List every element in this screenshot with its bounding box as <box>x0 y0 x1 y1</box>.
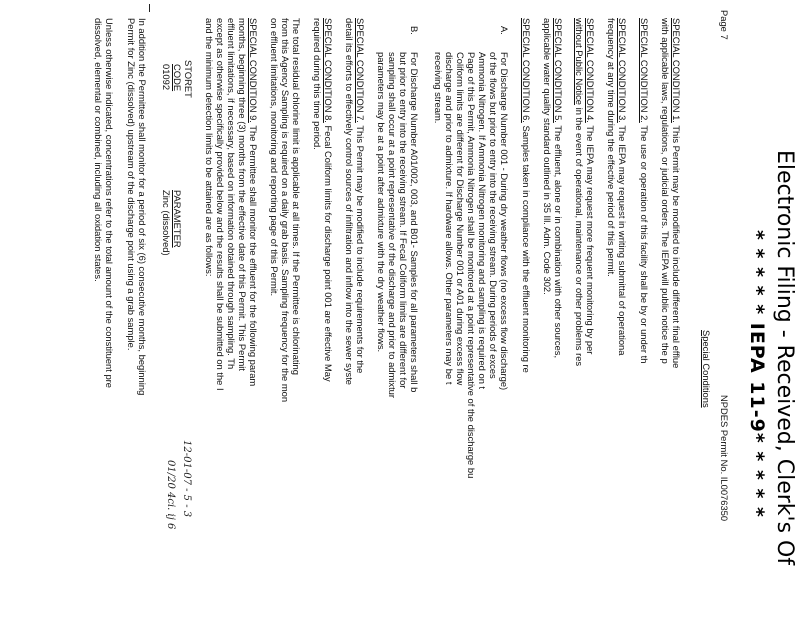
margin-mark <box>149 4 150 12</box>
condition-5-line1: The effluent, alone or in combination with other sources, <box>553 125 564 359</box>
condition-2-line1: The use or operation of this facility shall be by or under th <box>639 125 650 364</box>
condition-5-head: SPECIAL CONDITION 5. <box>553 18 564 123</box>
condition-7-head: SPECIAL CONDITION 7. <box>355 18 366 123</box>
condition-9-head: SPECIAL CONDITION 9. <box>248 18 259 123</box>
table-cell-code: 01092 <box>161 64 172 91</box>
cond6-a-line: receiving stream. <box>433 52 444 124</box>
table-cell-parameter: Zinc (dissolved) <box>161 190 172 256</box>
condition-4-line2-wrap <box>574 18 585 366</box>
filing-stamp-line1: Electronic Filing - Received, Clerk's Of <box>772 150 797 566</box>
condition-9-line: effluent limitations, if necessary, based on information obtained through sampling. Th <box>226 18 237 370</box>
condition-9-line: except as otherwise specifically provided below and the results shall be submitted on the I <box>215 18 226 391</box>
condition-6-line1: Samples taken in compliance with the effluent monitoring re <box>521 125 532 373</box>
footer-note-line: dissolved, elemental or combined, including all oxidation states. <box>93 18 104 282</box>
table-head-parameter: PARAMETER <box>172 190 183 248</box>
condition-1-line2: with applicable laws, regulations, or judicial orders. The IEPA will public notice the p <box>660 18 671 364</box>
handwritten-note: 01/20 4ci. ij 6 <box>165 460 176 530</box>
condition-4-line2: in the event of operational, maintenance or other problems res <box>574 105 585 367</box>
condition-8-line1: Fecal Coliform limits for discharge point 001 are effective May <box>323 125 334 382</box>
cond6-a-line: Coliform limits are different for Discharge Number 001 or A01 during excess flow <box>455 52 466 386</box>
filing-stamp-line2: * * * * * IEPA 11-9* * * * * <box>746 230 768 518</box>
condition-3-line1: The IEPA may request in writing submittal of operationa <box>617 125 628 356</box>
condition-7-line1: This Permit may be modified to include requirements for the <box>355 125 366 374</box>
condition-5-line2: applicable water quality standard outlined in 35 Ill. Adm. Code 302. <box>542 18 553 295</box>
handwritten-note: 12-01-07 - 5 - 3 <box>181 440 192 518</box>
permit-number: NPDES Permit No. IL0076350 <box>719 395 730 522</box>
table-head-code: CODE <box>172 64 183 92</box>
cond6-b-line: but prior to entry into the receiving stream. If Fecal Coliform limits are different for <box>398 52 409 389</box>
condition-9-line: and the minimum detection limits to be attained are as follows: <box>204 18 215 277</box>
condition-1-head: SPECIAL CONDITION 1. <box>671 18 682 123</box>
condition-8-line2: required during this time period. <box>312 18 323 150</box>
condition-9-line: months, beginning three (3) months from the effective date of this Permit. This Permit <box>237 18 248 371</box>
condition-4 <box>585 18 596 354</box>
condition-6 <box>521 18 532 373</box>
chlorine-line: on effluent limitations, monitoring and reporting page of this Permit. <box>269 18 280 297</box>
condition-1-line1: This Permit may be modified to include different final efflue <box>671 125 682 369</box>
cond6-a-line: Page of this Permit, Ammonia Nitrogen shall be monitored at a point representative of the discharge bu <box>466 52 477 479</box>
cond6-a-line: of the flows but prior to entry into the receiving stream. During periods of exces <box>488 52 499 379</box>
condition-7-line2: detail its efforts to effectively control sources of infiltration and inflow into the sewer syste <box>344 18 355 386</box>
cond6-a-line: Ammonia Nitrogen. If Ammonia Nitrogen monitoring and sampling is required on t <box>477 52 488 390</box>
cond6-b-line: For Discharge Number A01/002, 003, and B01- Samples for all parameters shall b <box>409 52 420 393</box>
condition-5 <box>553 18 564 358</box>
zinc-note-line: In addition the Permittee shall monitor for a period of six (6) consecutive months, beginning <box>137 18 148 396</box>
condition-2 <box>639 18 650 363</box>
table-head-storet: STORET <box>183 60 194 98</box>
cond6-b-line: parameters may be at a point after admixture with the dry weather flows. <box>376 52 387 353</box>
condition-9 <box>248 18 259 386</box>
cond6-item-b-label: B. <box>409 26 420 35</box>
condition-2-head: SPECIAL CONDITION 2. <box>639 18 650 123</box>
condition-3 <box>617 18 628 355</box>
chlorine-line: The total residual chlorine limit is applicable at all times. If the Permittee is chlorinating <box>291 18 302 375</box>
cond6-a-line: discharge and prior to admixture. If hardware allows. Other parameters may be t <box>444 52 455 385</box>
cond6-item-a-label: A. <box>499 26 510 35</box>
cond6-a-line: For Discharge Number 001 - During dry weather flows (no excess flow discharge) <box>499 52 510 391</box>
condition-8-head: SPECIAL CONDITION 8. <box>323 18 334 123</box>
condition-4-line1: The IEPA may request more frequent monitoring by per <box>585 125 596 355</box>
condition-3-line2: frequency at any time during the effective period of this permit. <box>606 18 617 277</box>
condition-6-head: SPECIAL CONDITION 6. <box>521 18 532 123</box>
cond6-b-line: sampling shall occur at a point representative of the discharge and prior to admixtur <box>387 52 398 399</box>
section-title: Special Conditions <box>701 330 712 408</box>
condition-4-public-notice: without Public Notice <box>574 18 585 106</box>
condition-8 <box>323 18 334 382</box>
footer-note-line: Unless otherwise indicated, concentrations refer to the total amount of the constituent pre <box>104 18 115 389</box>
chlorine-line: from this Agency Sampling is required on a daily grab basis. Sampling frequency for the mon <box>280 18 291 403</box>
condition-9-line1: The Permittee shall monitor the effluent for the following param <box>248 125 259 387</box>
condition-7 <box>355 18 366 373</box>
condition-1 <box>671 18 682 368</box>
zinc-note-line: Permit for Zinc (dissolved) upstream of the discharge point using a grab sample. <box>126 18 137 351</box>
condition-4-head: SPECIAL CONDITION 4. <box>585 18 596 123</box>
page-number: Page 7 <box>719 10 730 40</box>
condition-3-head: SPECIAL CONDITION 3. <box>617 18 628 123</box>
